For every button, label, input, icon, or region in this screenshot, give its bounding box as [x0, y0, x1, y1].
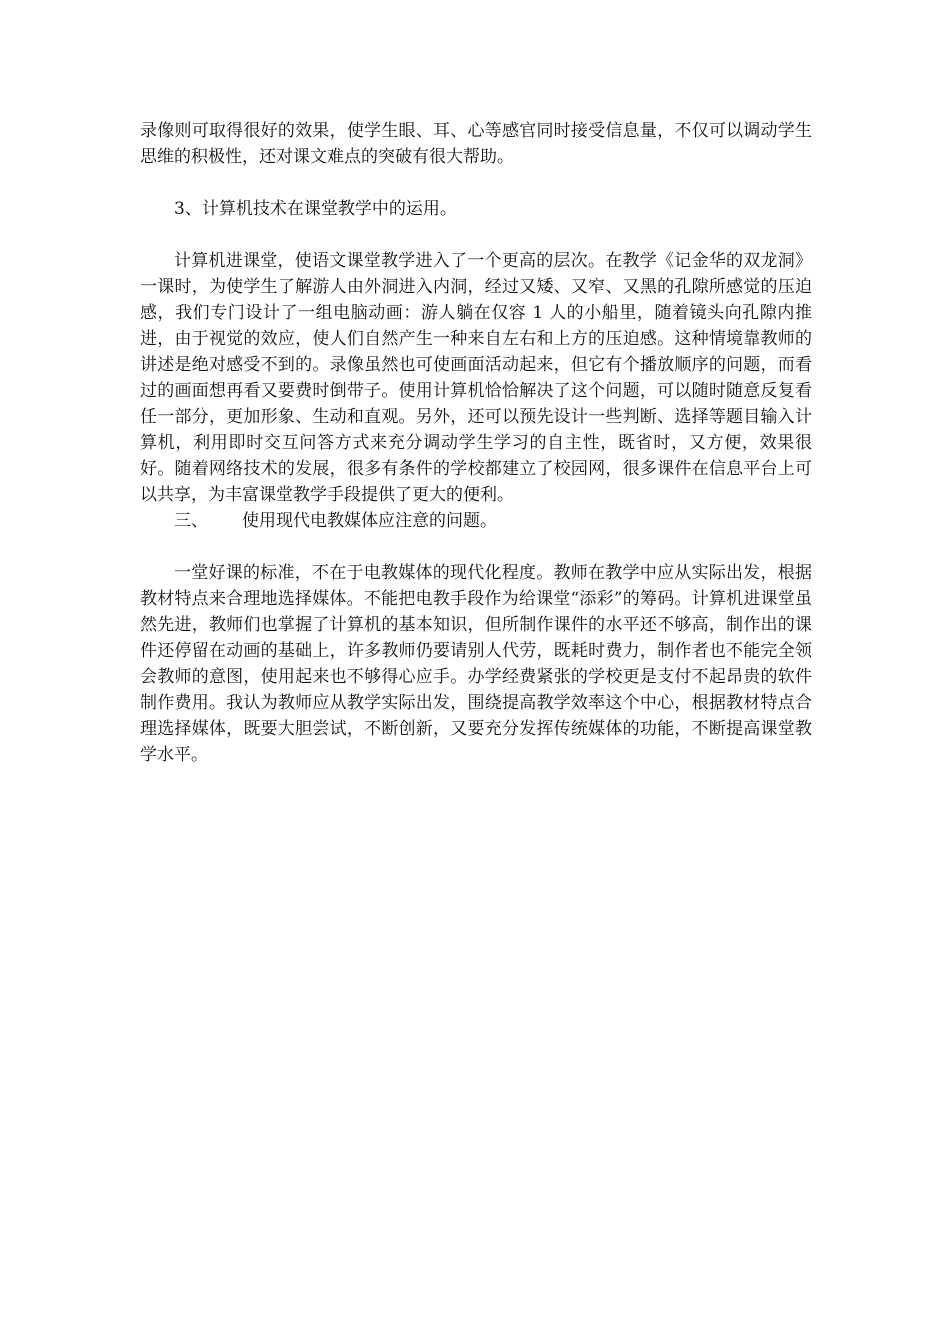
document-page: [140, 118, 812, 768]
paragraph-computer-technology: 计算机进课堂，使语文课堂教学进入了一个更高的层次。在教学《记金华的双龙洞》一课时，为使学生了解游人由外洞进入内洞，经过又矮、又窄、又黑的孔隙所感觉的压迫感，我们专门设计了一组电脑动画：游人躺在仅容 1 人的小船里，随着镜头向孔隙内推进，由于视觉的效应，使人们自然产生一种来自左右和上方的压迫感。这种情境靠教师的讲述是绝对感受不到的。录像虽然也可使画面活动起来，但它有个播放顺序的问题，而看过的画面想再看又要费时倒带子。使用计算机恰恰解决了这个问题，可以随时随意反复看任一部分，更加形象、生动和直观。另外，还可以预先设计一些判断、选择等题目输入计算机，利用即时交互问答方式来充分调动学生学习的自主性，既省时，又方便，效果很好。随着网络技术的发展，很多有条件的学校都建立了校园网，很多课件在信息平台上可以共享，为丰富课堂教学手段提供了更大的便利。: [140, 251, 812, 505]
section-three-heading: [140, 508, 812, 534]
section-three-title: 使用现代电教媒体应注意的问题。: [242, 511, 497, 531]
paragraph-conclusion: 一堂好课的标准，不在于电教媒体的现代化程度。教师在教学中应从实际出发，根据教材特点来合理地选择媒体。不能把电教手段作为给课堂“添彩”的筹码。计算机进课堂虽然先进，教师们也掌握了计算机的基本知识，但所制作课件的水平还不够高，制作出的课件还停留在动画的基础上，许多教师仍要请别人代劳，既耗时费力，制作者也不能完全领会教师的意图，使用起来也不够得心应手。办学经费紧张的学校更是支付不起昂贵的软件制作费用。我认为教师应从教学实际出发，围绕提高教学效率这个中心，根据教材特点合理选择媒体，既要大胆尝试，不断创新，又要充分发挥传统媒体的功能，不断提高课堂教学水平。: [140, 563, 812, 765]
paragraph-continuation: 录像则可取得很好的效果，使学生眼、耳、心等感官同时接受信息量，不仅可以调动学生思维的积极性，还对课文难点的突破有很大帮助。: [140, 121, 812, 167]
section-3-heading: 3、计算机技术在课堂教学中的运用。: [174, 199, 457, 219]
section-three-number: 三、: [174, 511, 208, 531]
